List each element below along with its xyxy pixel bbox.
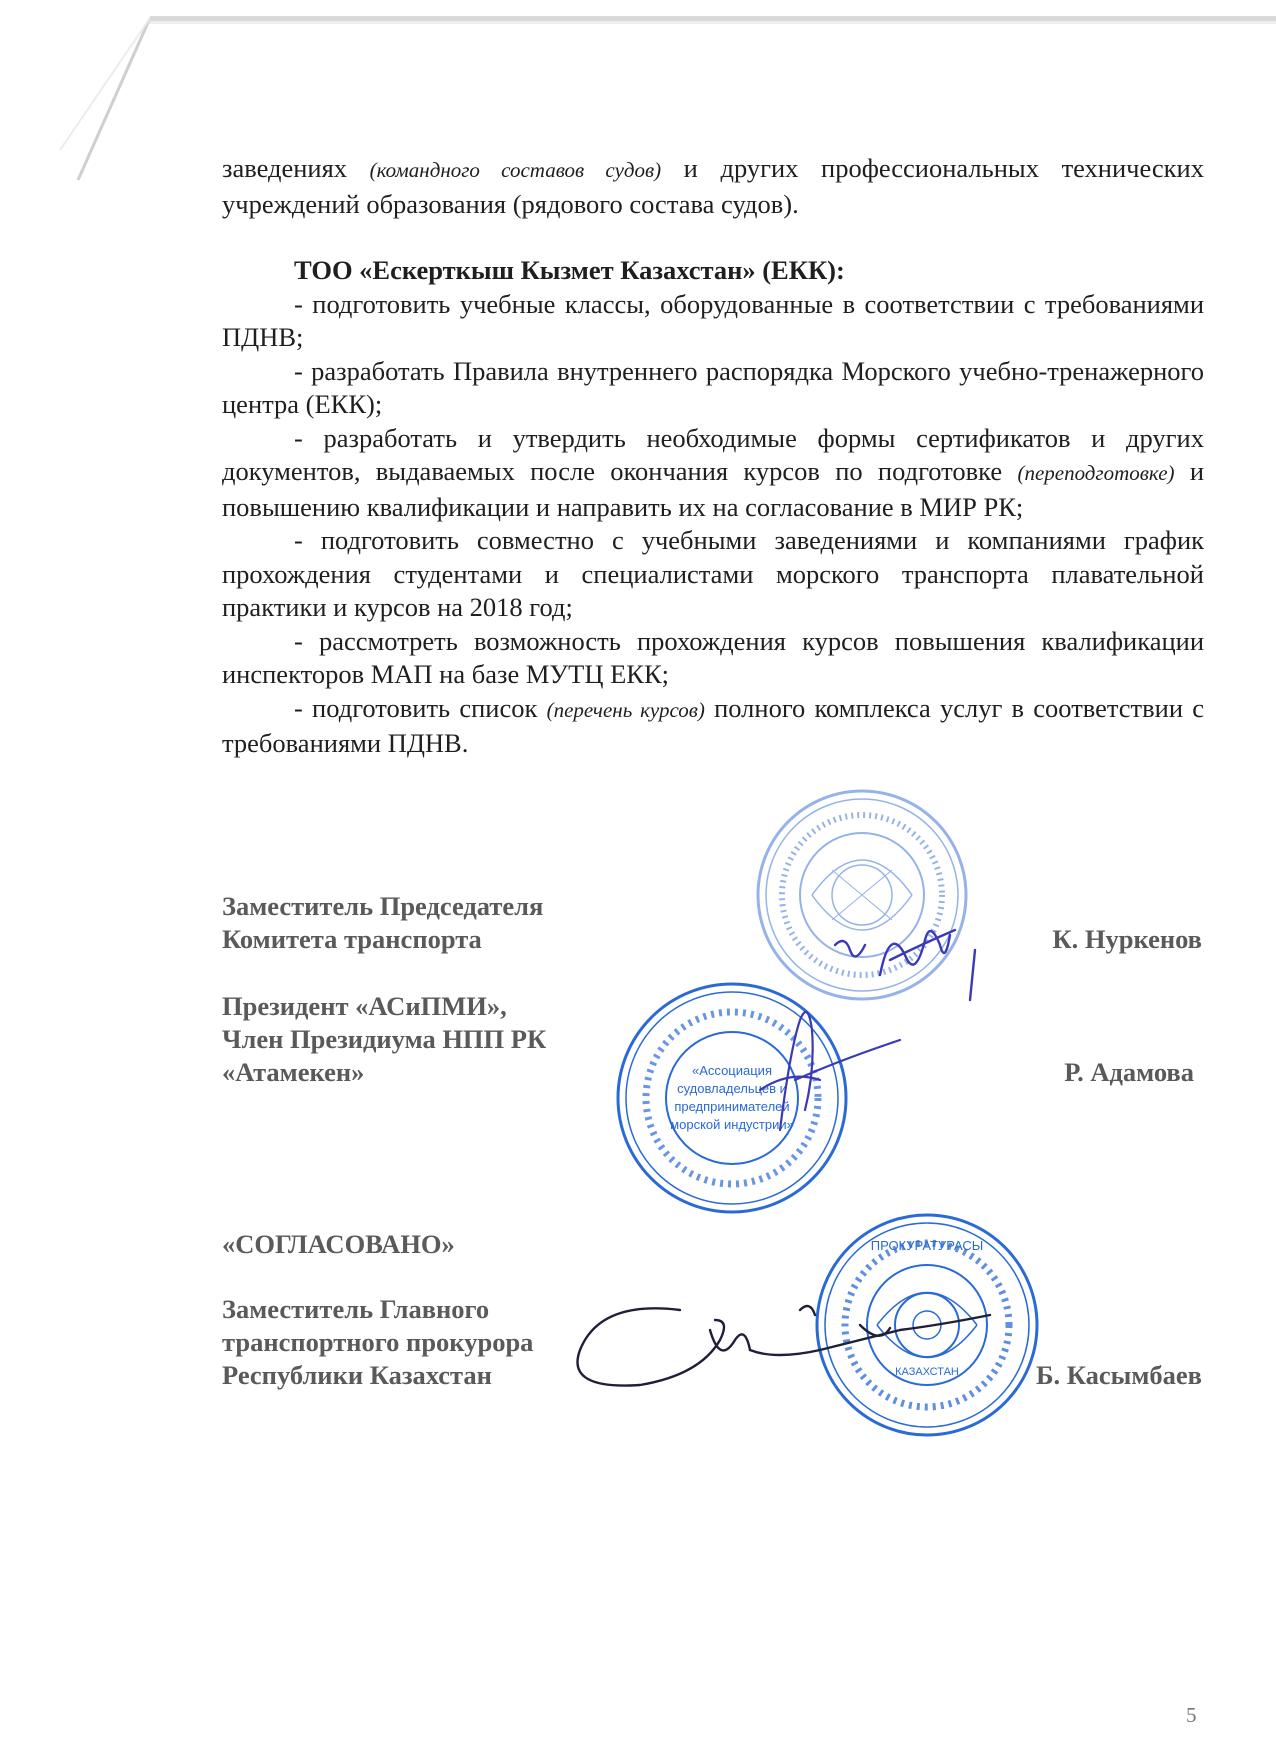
signatory-name: Б. Касымбаев: [1036, 1360, 1202, 1390]
signatory-name: К. Нуркенов: [1052, 924, 1202, 954]
stamp-text: КАЗАХСТАН: [895, 1366, 959, 1378]
text-segment: полного комплекса услуг в соответствии с требованиями ПДНВ.: [222, 692, 1204, 758]
list-item: [222, 692, 1204, 761]
text-segment: - разработать и утвердить необходимые формы сертификатов и других документов, выдаваемых после окончания курсов по подготовке: [222, 422, 1204, 486]
list-item: - разработать Правила внутреннего распорядка Морского учебно-тренажерного центра (ЕКК);: [222, 355, 1204, 419]
page-edge-shadow: [150, 14, 1276, 28]
stamp-text: «Ассоциация: [692, 1063, 772, 1078]
signatory-title: Комитета транспорта: [222, 924, 482, 954]
signatory-title: Республики Казахстан: [222, 1360, 492, 1390]
page-number: 5: [1186, 1703, 1197, 1727]
text-segment: и других профессиональных технических учреждений образования (рядового состава судов).: [222, 153, 1204, 219]
signatory-title: Заместитель Председателя: [222, 891, 544, 921]
stamp-text: ПРОКУРАТУРАСЫ: [870, 1238, 984, 1253]
document-body: [222, 152, 1204, 761]
page-fold-edge: [0, 0, 220, 200]
stamp-text: морской индустрии»: [670, 1117, 794, 1132]
list-item: - рассмотреть возможность прохождения курсов повышения квалификации инспекторов МАП на базе МУТЦ ЕКК;: [222, 625, 1204, 689]
signatory-name: Р. Адамова: [1064, 1057, 1194, 1087]
signatory-association: [222, 990, 546, 1089]
italic-note: (перечень курсов): [546, 697, 705, 722]
list-item: - подготовить учебные классы, оборудованные в соответствии с требованиями ПДНВ;: [222, 288, 1204, 352]
signatory-prosecutor: [222, 1293, 533, 1392]
italic-note: (командного составов судов): [369, 158, 662, 182]
signatory-title: Президент «АСиПМИ»,: [222, 991, 507, 1021]
italic-note: (переподготовке): [1017, 461, 1175, 485]
text-segment: и повышению квалификации и направить их на согласование в МИР РК;: [222, 456, 1205, 522]
list-item: [222, 422, 1204, 525]
section-heading: ТОО «Ескерткыш Кызмет Казахстан» (ЕКК):: [294, 255, 845, 285]
signatory-committee: [222, 890, 543, 956]
stamp-text: предпринимателей: [674, 1099, 790, 1114]
signatory-title: «Атамекен»: [222, 1057, 365, 1087]
signatory-title: Заместитель Главного: [222, 1294, 490, 1324]
paragraph-continuation: [222, 152, 1204, 221]
text-segment: заведениях: [222, 153, 370, 183]
signature-adamova: [700, 990, 910, 1140]
signatory-title: Член Президиума НПП РК: [222, 1024, 547, 1054]
text-segment: - подготовить список: [294, 692, 547, 723]
list-item: - подготовить совместно с учебными заведениями и компаниями график прохождения студентами и специалистами морского транспорта плавательной практики и курсов на 2018 год;: [222, 525, 1204, 622]
approval-label: «СОГЛАСОВАНО»: [222, 1229, 455, 1259]
signatory-title: транспортного прокурора: [222, 1327, 534, 1357]
stamp-text: судовладельцев и: [677, 1081, 787, 1096]
